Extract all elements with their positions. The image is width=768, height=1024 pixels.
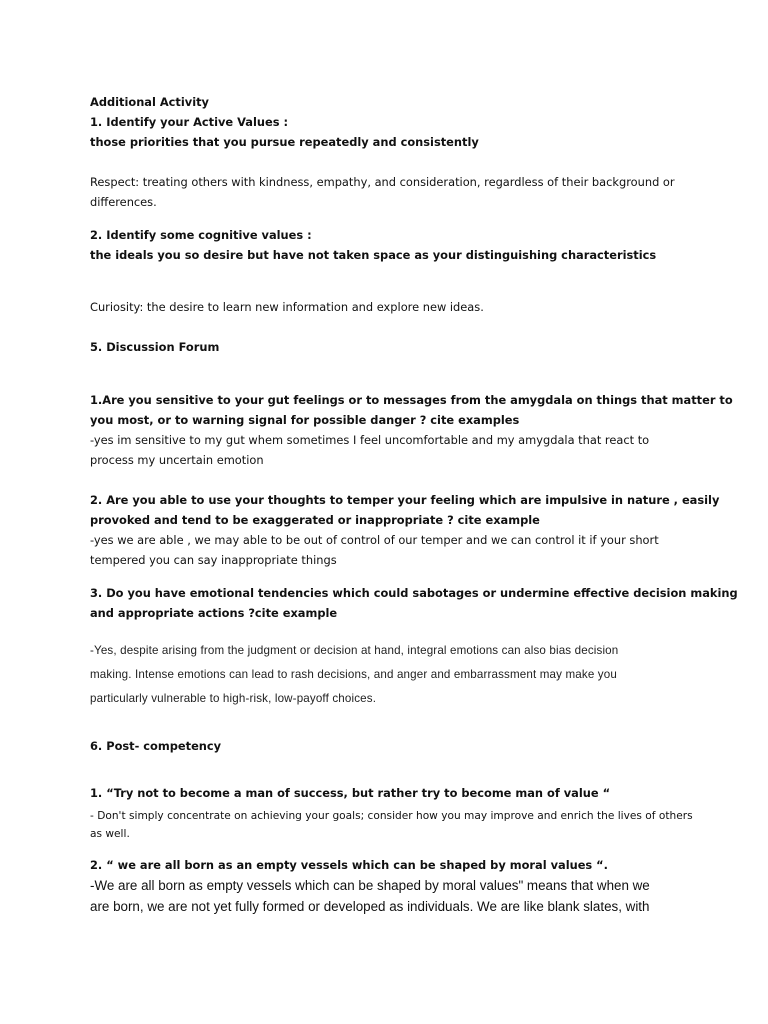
section2-subtitle: the ideals you so desire but have not taken space as your distinguishing characteristics (90, 248, 657, 262)
q2-answer-line: tempered you can say inappropriate things (90, 553, 337, 567)
section1-answer-line: differences. (90, 195, 157, 209)
q2-question-line: 2. Are you able to use your thoughts to temper your feeling which are impulsive in nature , easily (90, 493, 720, 507)
section1-title: 1. Identify your Active Values : (90, 115, 289, 129)
section1-subtitle: those priorities that you pursue repeatedly and consistently (90, 135, 479, 149)
q1-question-line: 1.Are you sensitive to your gut feelings or to messages from the amygdala on things that matter to (90, 393, 733, 407)
document-heading: Additional Activity (90, 95, 209, 109)
section2-title: 2. Identify some cognitive values : (90, 228, 312, 242)
section5-title: 5. Discussion Forum (90, 340, 220, 354)
q2-answer-line: -yes we are able , we may able to be out of control of our temper and we can control it if your short (90, 533, 659, 547)
item1-answer-line: as well. (90, 828, 130, 840)
q2-question-line: provoked and tend to be exaggerated or inappropriate ? cite example (90, 513, 540, 527)
q3-question-line: 3. Do you have emotional tendencies which could sabotages or undermine effective decision making (90, 586, 738, 600)
item2-answer-line: are born, we are not yet fully formed or developed as individuals. We are like blank slates, with (90, 899, 650, 914)
item2-quote: 2. “ we are all born as an empty vessels which can be shaped by moral values “. (90, 858, 608, 872)
q3-answer-line: particularly vulnerable to high-risk, low-payoff choices. (90, 692, 377, 705)
q1-answer-line: -yes im sensitive to my gut whem sometimes I feel uncomfortable and my amygdala that react to (90, 433, 650, 447)
q3-question-line: and appropriate actions ?cite example (90, 606, 338, 620)
item1-quote: 1. “Try not to become a man of success, but rather try to become man of value “ (90, 786, 611, 800)
q1-answer-line: process my uncertain emotion (90, 453, 264, 467)
q3-answer-line: making. Intense emotions can lead to rash decisions, and anger and embarrassment may make you (90, 668, 617, 681)
section1-answer-line: Respect: treating others with kindness, empathy, and consideration, regardless of their background or (90, 175, 675, 189)
item1-answer-line: - Don't simply concentrate on achieving your goals; consider how you may improve and enrich the lives of others (90, 810, 693, 822)
section6-title: 6. Post- competency (90, 739, 222, 753)
q3-answer-line: -Yes, despite arising from the judgment or decision at hand, integral emotions can also bias decision (90, 644, 619, 657)
q1-question-line: you most, or to warning signal for possible danger ? cite examples (90, 413, 520, 427)
item2-answer-line: -We are all born as empty vessels which can be shaped by moral values" means that when we (90, 878, 650, 893)
section2-answer: Curiosity: the desire to learn new information and explore new ideas. (90, 300, 484, 314)
